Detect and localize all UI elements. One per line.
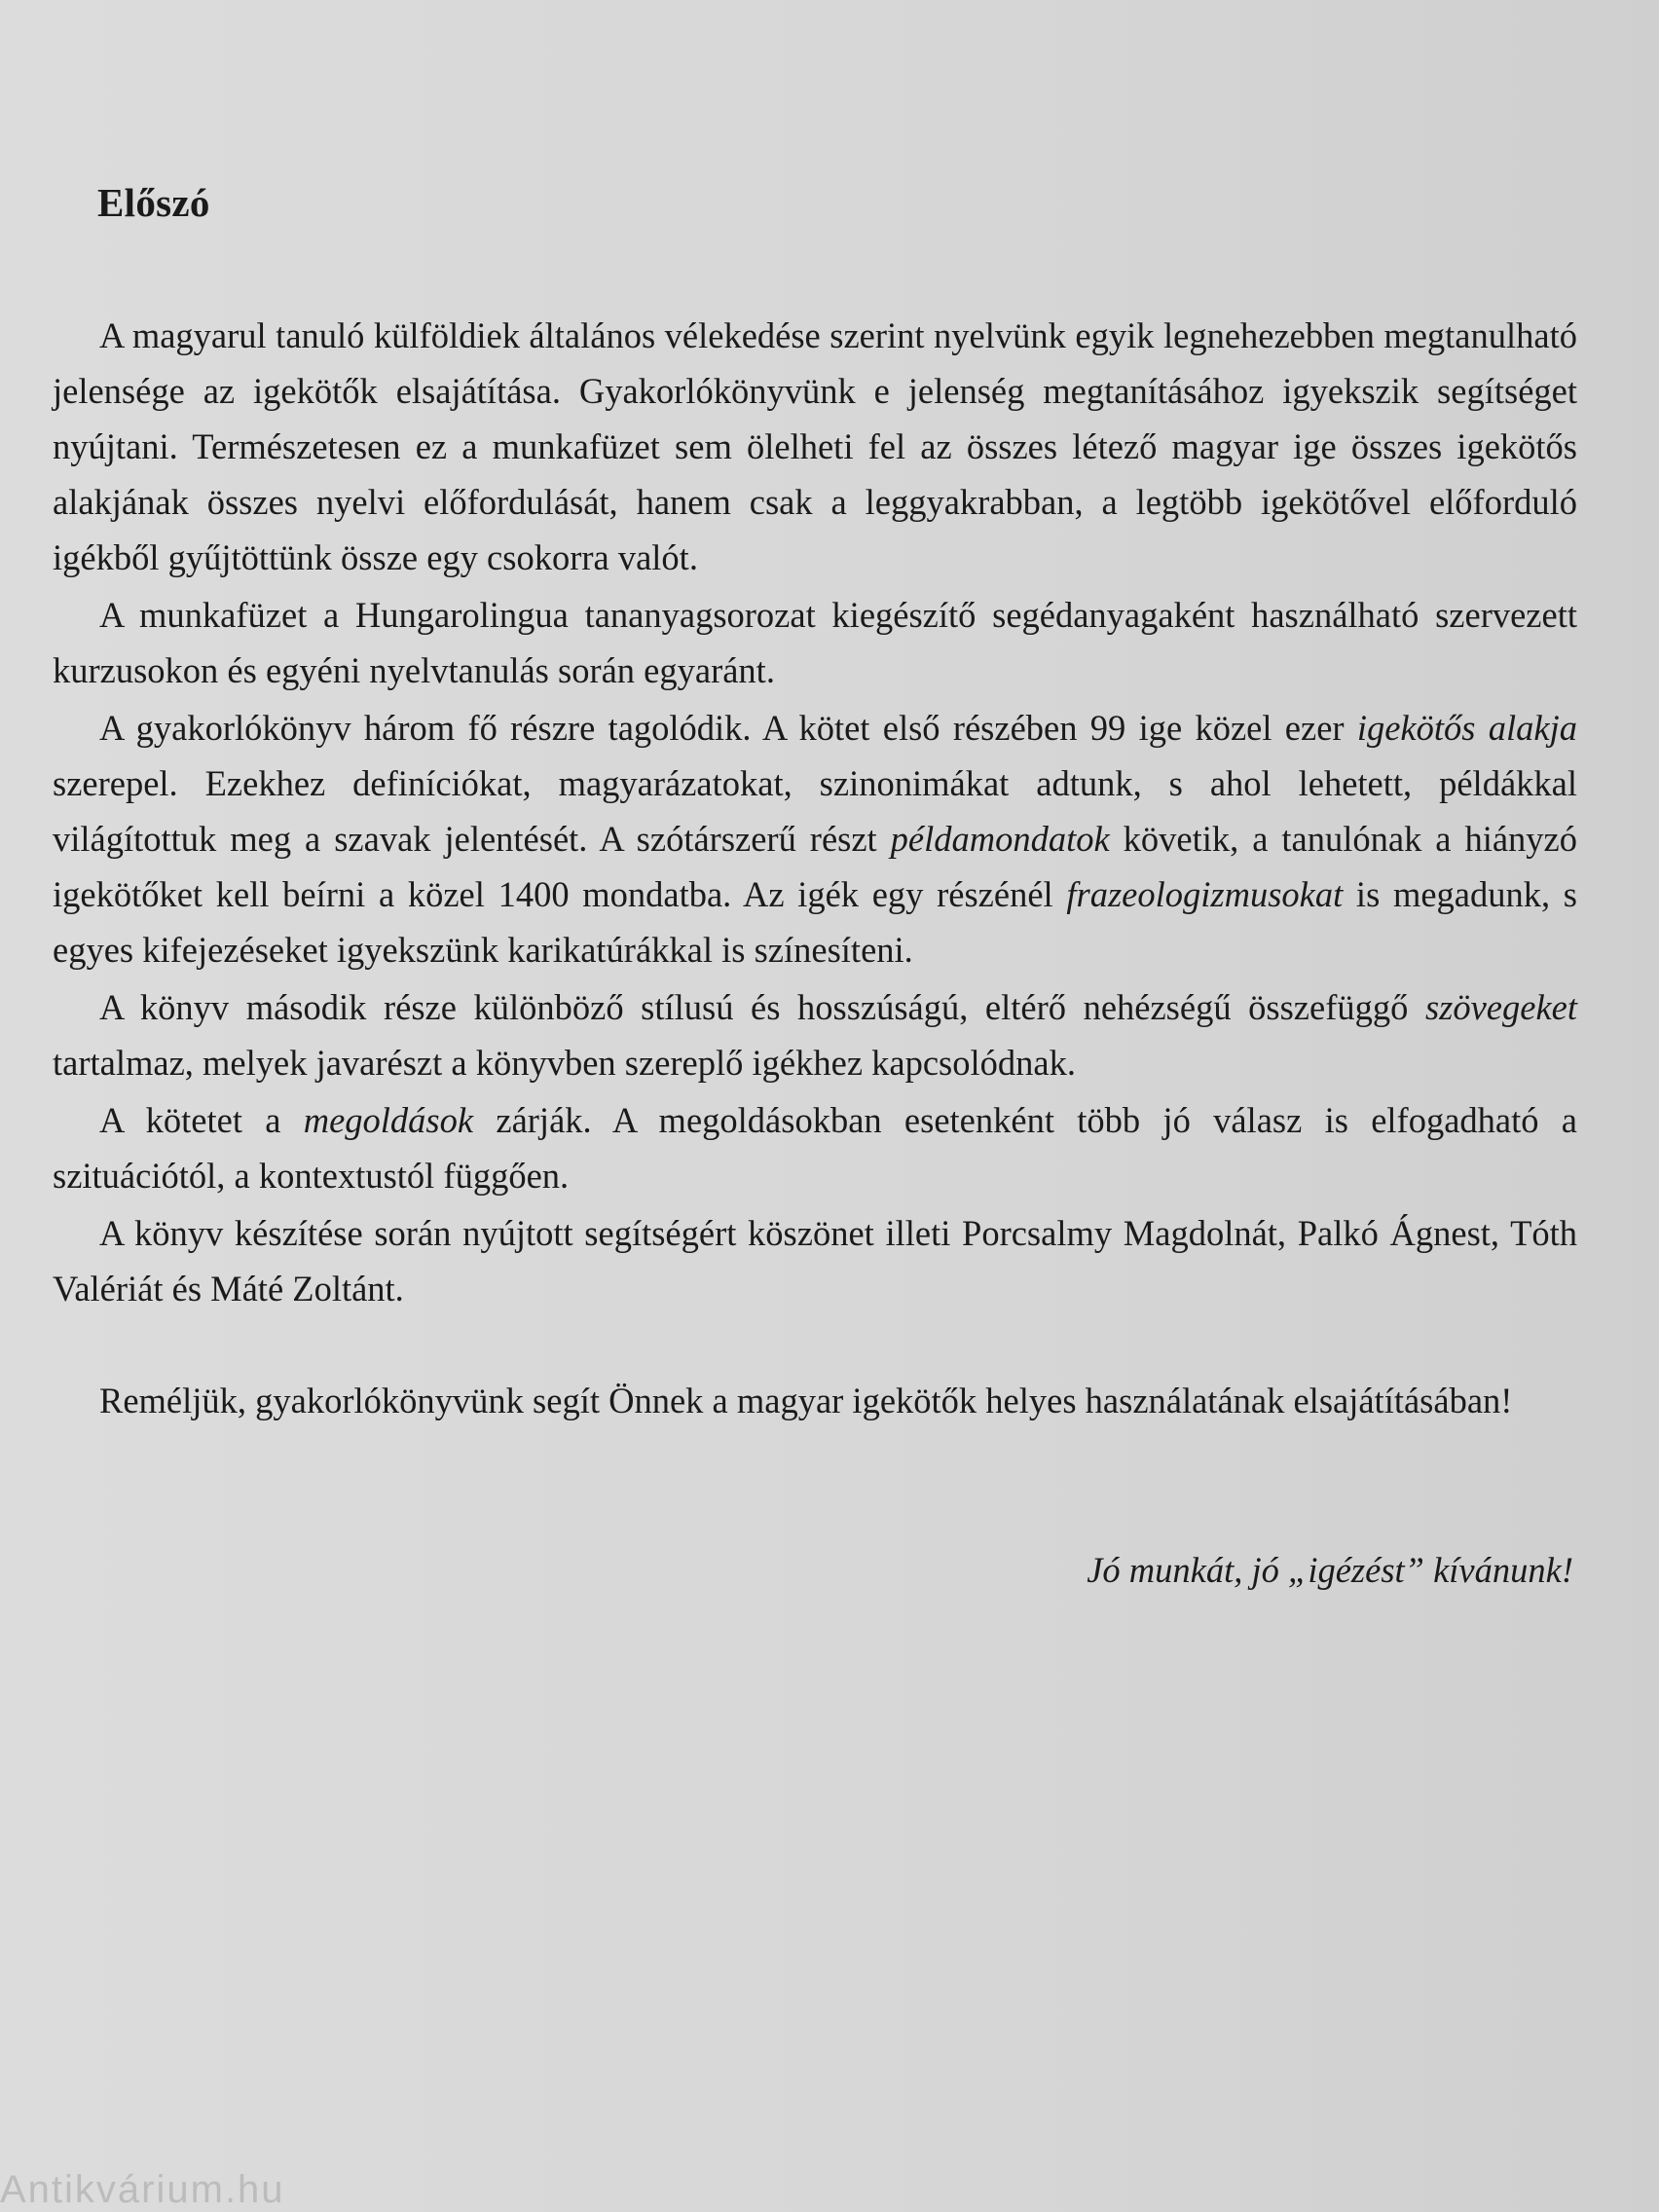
italic-term: frazeologizmusokat [1066, 874, 1344, 914]
text-run: A kötetet a [99, 1100, 304, 1140]
italic-term: megoldások [303, 1100, 474, 1140]
text-run: követik, a tanulónak a hiányzó igekötőket kell beírni a közel 1400 mondatba. Az igék egy részénél [53, 819, 1578, 914]
text-run: is megadunk, s egyes kifejezéseket igyekszünk karikatúrákkal is színesíteni. [53, 874, 1577, 970]
signoff-line: Jó munkát, jó „igézést” kívánunk! [1087, 1550, 1573, 1590]
preface-paragraph [53, 979, 1577, 1090]
italic-term: igekötős alakja [1356, 708, 1578, 748]
preface-paragraph [53, 308, 1577, 585]
text-run: A könyv második része különböző stílusú és hosszúságú, eltérő nehézségű összefüggő [99, 987, 1425, 1027]
page-title: Előszó [97, 180, 210, 225]
text-run: A magyarul tanuló külföldiek általános vélekedése szerint nyelvünk egyik legnehezebben megtanulható jelensége az igekötők elsajátítása. Gyakorlókönyvünk e jelenség megtanításához igyekszik segítséget nyújtani. Természetesen ez a munkafüzet sem ölelheti fel az összes létező magyar ige összes igekötős alakjának összes nyelvi előfordulását, hanem csak a leggyakrabban, a legtöbb igekötővel előforduló igékből gyűjtöttünk össze egy csokorra valót. [53, 315, 1577, 577]
page-content [53, 166, 1577, 1591]
italic-term: szövegeket [1424, 987, 1577, 1027]
text-run: szerepel. Ezekhez definíciókat, magyarázatokat, szinonimákat adtunk, s ahol lehetett, példákkal világítottuk meg a szavak jelentését. A szótárszerű részt [53, 763, 1577, 859]
preface-paragraph [53, 587, 1577, 698]
text-run: A gyakorlókönyv három fő részre tagolódik. A kötet első részében 99 ige közel ezer [99, 708, 1357, 748]
text-run: A munkafüzet a Hungarolingua tananyagsorozat kiegészítő segédanyagaként használható szervezett kurzusokon és egyéni nyelvtanulás során egyaránt. [53, 595, 1577, 690]
text-run: zárják. A megoldásokban esetenként több jó válasz is elfogadható a szituációtól, a kontextustól függően. [53, 1100, 1577, 1196]
watermark: Antikvárium.hu [0, 2168, 285, 2211]
preface-paragraph [53, 1092, 1577, 1203]
text-run: tartalmaz, melyek javarészt a könyvben szereplő igékhez kapcsolódnak. [53, 1043, 1076, 1083]
preface-body [53, 308, 1577, 1316]
text-run: A könyv készítése során nyújtott segítségért köszönet illeti Porcsalmy Magdolnát, Palkó Ágnest, Tóth Valériát és Máté Zoltánt. [53, 1213, 1577, 1309]
preface-paragraph [53, 700, 1577, 977]
preface-paragraph [53, 1205, 1577, 1316]
italic-term: példamondatok [890, 819, 1110, 859]
closing-paragraph: Reméljük, gyakorlókönyvünk segít Önnek a magyar igekötők helyes használatának elsajátításában! [99, 1381, 1513, 1420]
